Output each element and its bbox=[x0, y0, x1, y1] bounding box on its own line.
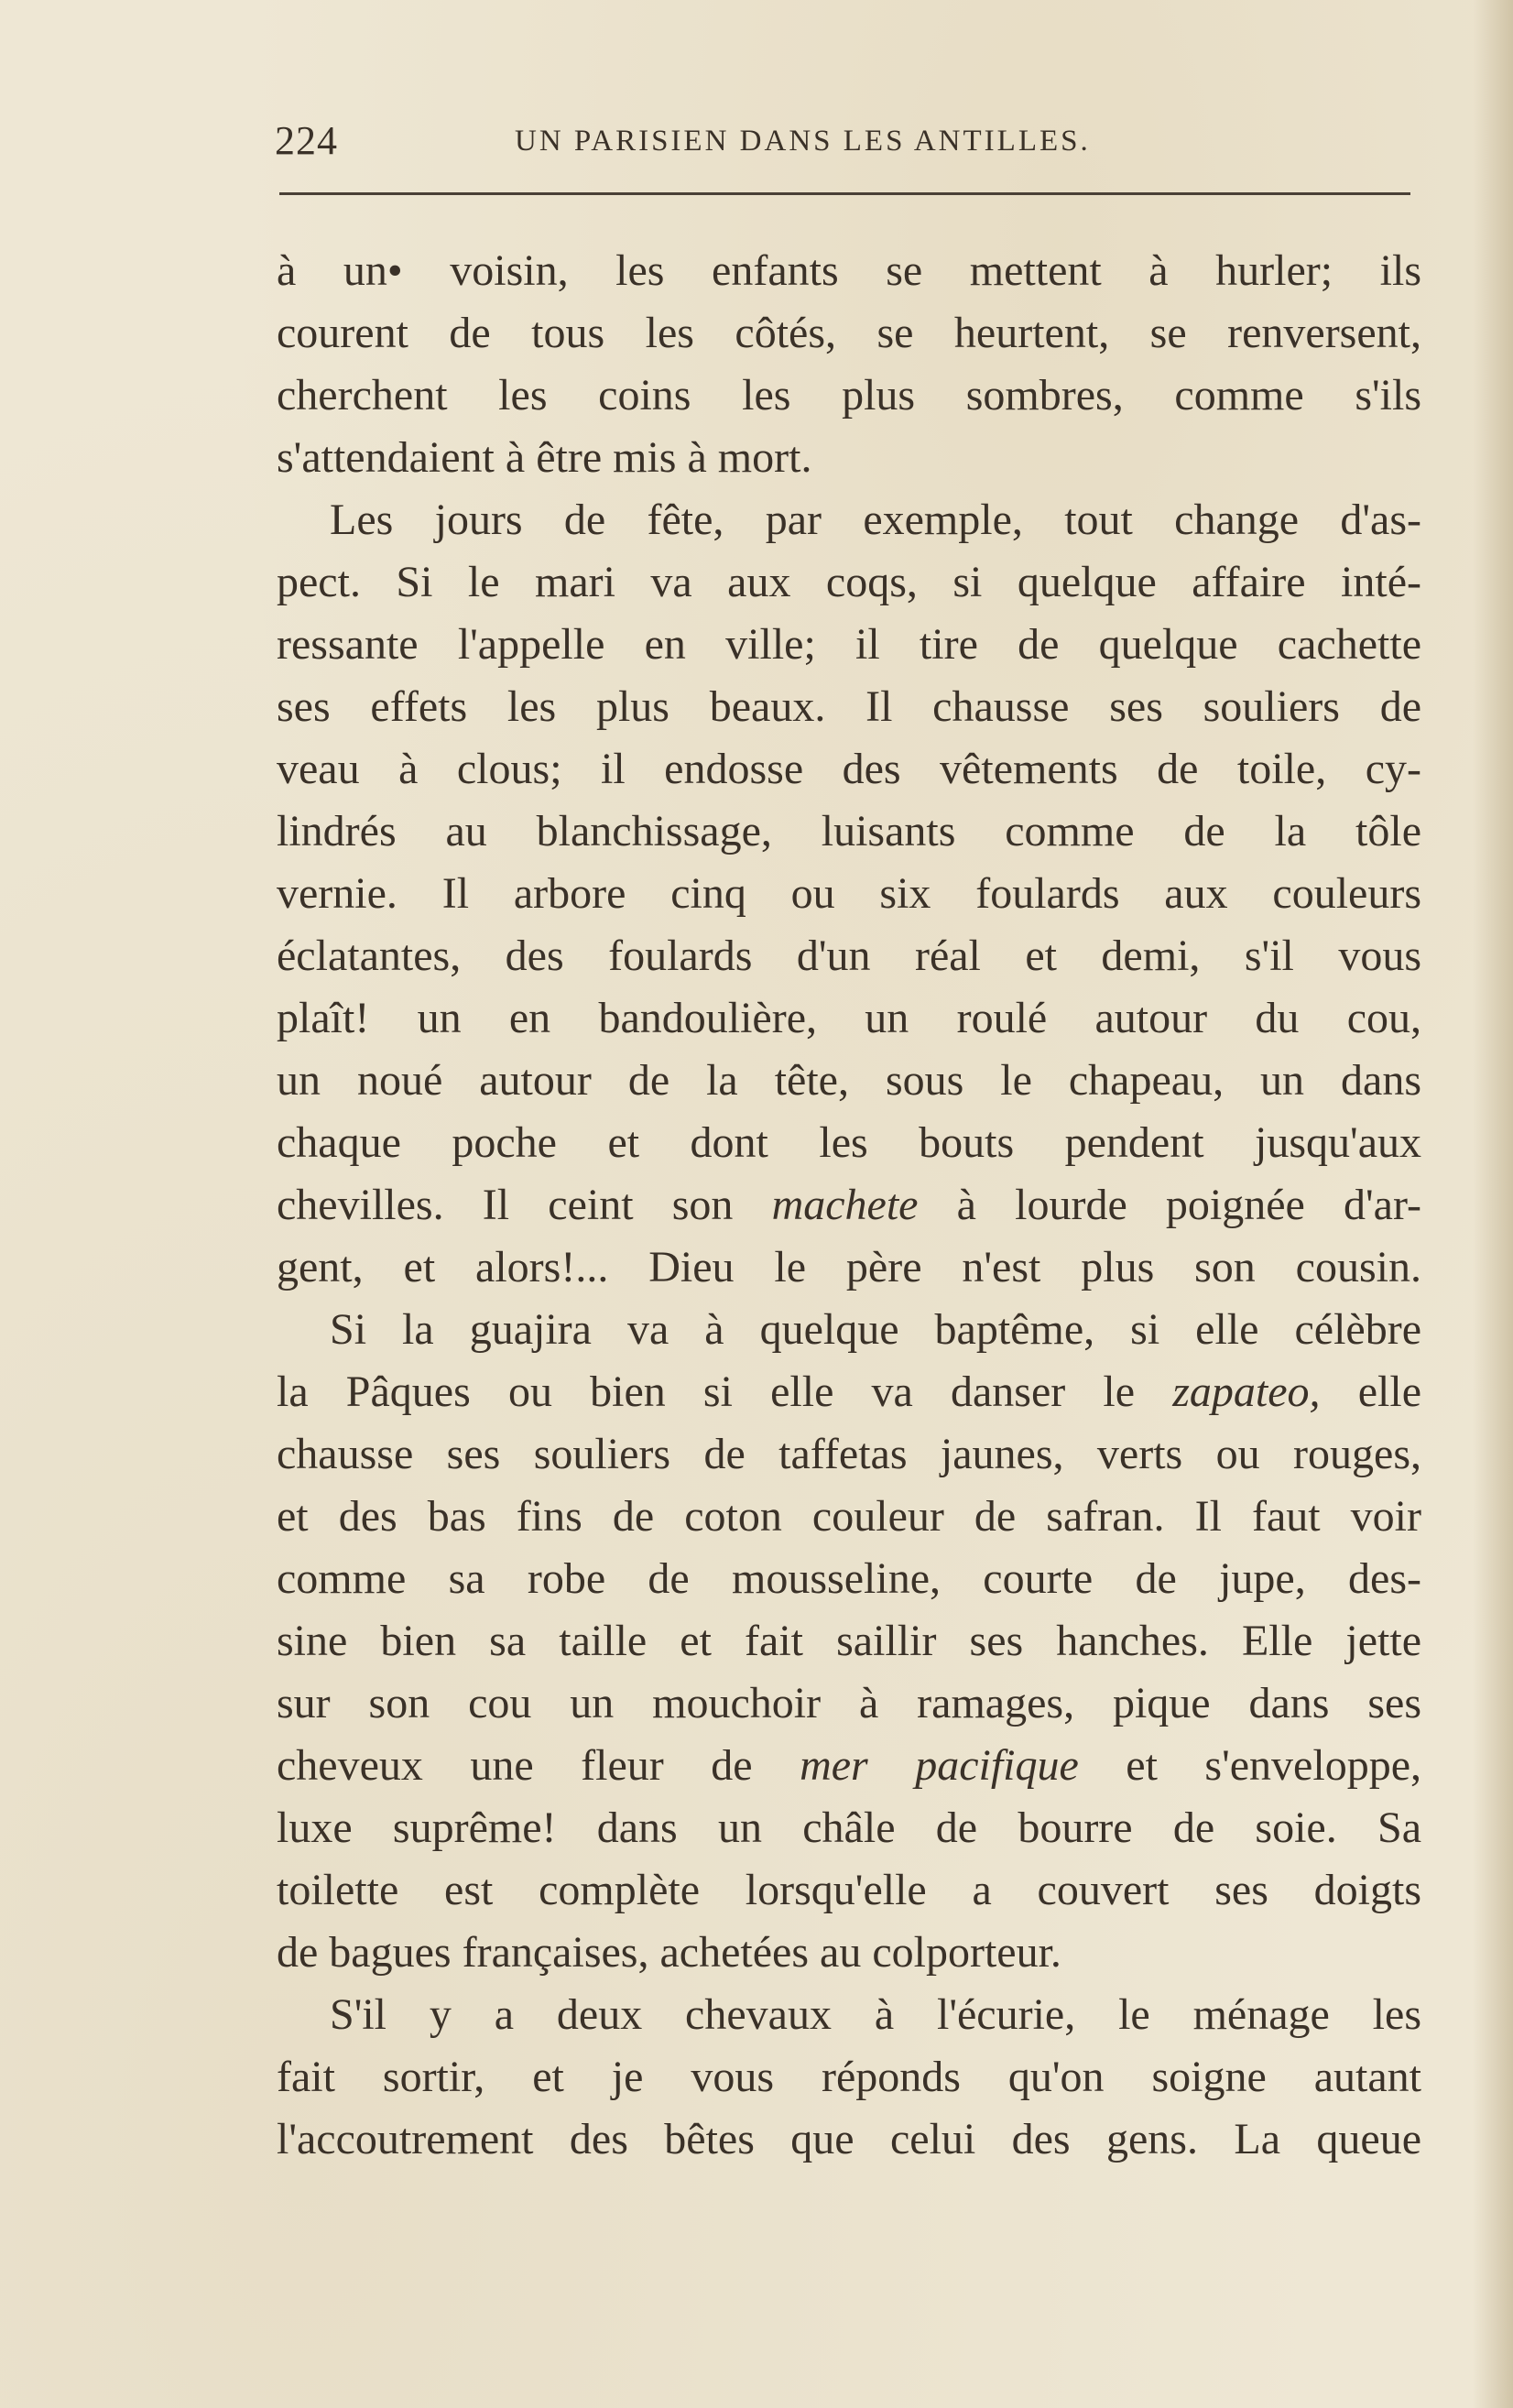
text-line: luxe suprême! dans un châle de bourre de soie. Sa bbox=[277, 1803, 1421, 1852]
text-line: chevilles. Il ceint son machete à lourde poignée d'ar- bbox=[277, 1181, 1421, 1229]
text-line: courent de tous les côtés, se heurtent, se renversent, bbox=[277, 309, 1421, 357]
text-line: un noué autour de la tête, sous le chapeau, un dans bbox=[277, 1056, 1421, 1105]
text-line: cheveux une fleur de mer pacifique et s'enveloppe, bbox=[277, 1741, 1421, 1790]
paragraph-start-line: Si la guajira va à quelque baptême, si elle célèbre bbox=[330, 1305, 1421, 1354]
text-line: lindrés au blanchissage, luisants comme de la tôle bbox=[277, 807, 1421, 855]
text-line: fait sortir, et je vous réponds qu'on soigne autant bbox=[277, 2053, 1421, 2101]
text-line: la Pâques ou bien si elle va danser le zapateo, elle bbox=[277, 1367, 1422, 1416]
text-line: comme sa robe de mousseline, courte de jupe, des- bbox=[277, 1554, 1421, 1603]
page-edge-shadow bbox=[1473, 0, 1513, 2408]
body-text bbox=[277, 240, 1421, 2171]
text-line: ressante l'appelle en ville; il tire de quelque cachette bbox=[277, 620, 1421, 669]
header-rule bbox=[279, 192, 1410, 195]
text-line: sine bien sa taille et fait saillir ses hanches. Elle jette bbox=[277, 1617, 1421, 1665]
italic-phrase: mer pacifique bbox=[800, 1741, 1079, 1790]
paragraph-start-line: Les jours de fête, par exemple, tout change d'as- bbox=[330, 496, 1421, 544]
text-line: veau à clous; il endosse des vêtements de toile, cy- bbox=[277, 745, 1421, 793]
text-line: chausse ses souliers de taffetas jaunes, verts ou rouges, bbox=[277, 1430, 1421, 1478]
text-line: gent, et alors!... Dieu le père n'est plus son cousin. bbox=[277, 1243, 1421, 1291]
italic-word: machete bbox=[771, 1181, 919, 1229]
text-line: toilette est complète lorsqu'elle a couvert ses doigts bbox=[277, 1866, 1421, 1914]
text-line: plaît! un en bandoulière, un roulé autour du cou, bbox=[277, 994, 1421, 1042]
text-line: éclatantes, des foulards d'un réal et demi, s'il vous bbox=[277, 932, 1421, 980]
page-number: 224 bbox=[275, 118, 338, 163]
paragraph-start-line: S'il y a deux chevaux à l'écurie, le ménage les bbox=[330, 1990, 1421, 2039]
text-line: sur son cou un mouchoir à ramages, pique dans ses bbox=[277, 1679, 1421, 1727]
text-line: à un• voisin, les enfants se mettent à hurler; ils bbox=[277, 246, 1421, 295]
text-line: pect. Si le mari va aux coqs, si quelque affaire inté- bbox=[277, 558, 1421, 606]
running-head bbox=[275, 117, 1420, 172]
text-line: ses effets les plus beaux. Il chausse ses souliers de bbox=[277, 682, 1421, 731]
text-line: l'accoutrement des bêtes que celui des gens. La queue bbox=[277, 2115, 1421, 2163]
text-line: vernie. Il arbore cinq ou six foulards aux couleurs bbox=[277, 869, 1421, 918]
italic-word: zapateo, bbox=[1172, 1367, 1321, 1416]
text-line: et des bas fins de coton couleur de safran. Il faut voir bbox=[277, 1492, 1421, 1541]
text-line: cherchent les coins les plus sombres, comme s'ils bbox=[277, 371, 1421, 419]
text-line: s'attendaient à être mis à mort. bbox=[277, 433, 812, 482]
running-title: UN PARISIEN DANS LES ANTILLES. bbox=[515, 125, 1091, 158]
text-line: de bagues françaises, achetées au colporteur. bbox=[277, 1928, 1061, 1977]
text-line: chaque poche et dont les bouts pendent jusqu'aux bbox=[277, 1118, 1421, 1167]
